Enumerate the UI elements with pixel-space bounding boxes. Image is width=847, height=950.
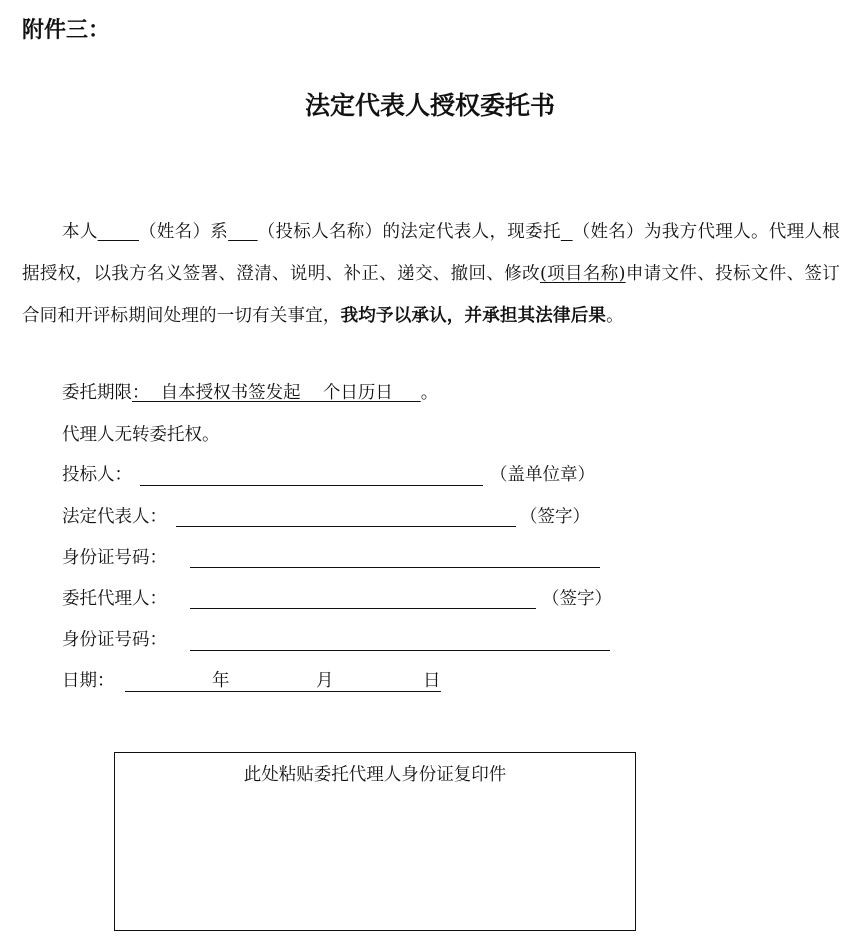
legal-consequence-statement: 我均予以承认，并承担其法律后果 [340,306,607,326]
agent-name-blank[interactable] [561,222,573,242]
term-end: 。 [420,383,439,403]
date-label: 日期： [62,671,115,691]
para-text-3: （投标人名称）的法定代表人，现委托 [257,222,561,242]
legal-rep-label: 法定代表人： [62,507,167,527]
date-line[interactable] [125,691,441,692]
bidder-label: 投标人： [62,465,132,485]
bidder-row [62,460,132,490]
para-text-1: 本人 [62,222,98,242]
id-number-label-1: 身份证号码： [62,548,167,568]
no-transfer-row [62,420,220,450]
bidder-signature-line[interactable] [140,485,483,486]
id-number-line-2[interactable] [190,650,610,651]
document-title: 法定代表人授权委托书 [304,91,555,120]
agent-row [62,584,167,614]
para-text-6: 。 [606,306,624,326]
date-day-label: 日 [423,671,441,691]
id-number-line-1[interactable] [190,567,600,568]
id-copy-paste-box [114,752,636,931]
agent-label: 委托代理人： [62,589,167,609]
legal-rep-row [62,502,167,532]
para-text-2: （姓名）系 [138,222,229,242]
term-label: 委托期限 [62,383,132,403]
project-name-placeholder: (项目名称) [539,264,626,284]
term-value[interactable]: ： 自本授权书签发起 个日历日 [132,383,421,403]
date-year-label: 年 [212,671,230,691]
bidder-name-blank[interactable] [228,222,258,242]
term-row [62,378,438,408]
principal-name-blank[interactable] [98,222,139,242]
date-row [62,666,115,696]
authorization-paragraph [22,211,840,337]
attachment-heading: 附件三： [22,18,111,43]
agent-note: （签字） [542,589,612,609]
bidder-note: （盖单位章） [490,465,595,485]
legal-rep-note: （签字） [520,507,590,527]
agent-signature-line[interactable] [190,608,536,609]
id-number-label-2: 身份证号码： [62,630,167,650]
id-number-row-1 [62,543,167,573]
para-text-4: （姓名）为我方代理人。代理人根据授权，以我方名义签署、澄清、说明、补正、递交、撤回、修改 [22,222,840,284]
para-text-5: 申请文件、投标文件、签订合同和开评标期间处理的一切有关事宜， [22,264,840,326]
id-copy-box-label: 此处粘贴委托代理人身份证复印件 [243,765,507,785]
date-month-label: 月 [316,671,334,691]
no-transfer-text: 代理人无转委托权。 [62,425,220,445]
legal-rep-signature-line[interactable] [176,526,516,527]
id-number-row-2 [62,625,167,655]
